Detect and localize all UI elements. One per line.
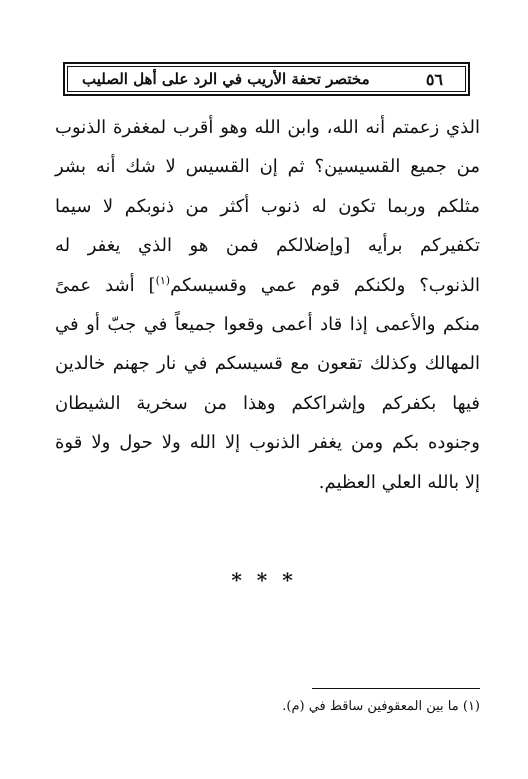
text-line-10: إلا بالله العلي العظيم. bbox=[318, 471, 480, 493]
text-line-3: مثلكم وربما تكون له ذنوب أكثر من ذنوبكم لا سيما bbox=[55, 195, 480, 217]
running-header-inner bbox=[67, 66, 466, 92]
running-header bbox=[63, 62, 470, 96]
body-text bbox=[55, 108, 480, 502]
footnote-reference: (١) bbox=[155, 273, 171, 287]
text-line-1: الذي زعمتم أنه الله، وابن الله وهو أقرب لمغفرة الذنوب bbox=[55, 117, 480, 138]
text-line-5-tail: ] أشد عمىً bbox=[55, 274, 156, 296]
book-title: مختصر تحفة الأريب في الرد على أهل الصليب bbox=[82, 70, 370, 88]
text-line-7: المهالك وكذلك تقعون مع قسيسكم في نار جهنم خالدين bbox=[55, 353, 480, 375]
text-line-2: من جميع القسيسين؟ ثم إن القسيس لا شك أنه بشر bbox=[55, 156, 480, 178]
footnote-rule bbox=[312, 688, 480, 689]
text-line-5-lead: الذنوب؟ ولكنكم قوم عمي وقسيسكم bbox=[170, 274, 480, 296]
text-line-4: تكفيركم برأيه [وإضلالكم فمن هو الذي يغفر له bbox=[55, 235, 480, 257]
text-line-6: منكم والأعمى إذا قاد أعمى وقعوا جميعاً في جبّ أو في bbox=[55, 314, 480, 336]
text-line-8: فيها بكفركم وإشراككم وهذا من سخرية الشيطان bbox=[55, 392, 480, 414]
page-number: ٥٦ bbox=[425, 69, 443, 89]
section-separator: * * * bbox=[231, 568, 297, 592]
text-line-9: وجنوده بكم ومن يغفر الذنوب إلا الله ولا حول ولا قوة bbox=[55, 432, 480, 454]
text-line-5 bbox=[55, 266, 480, 305]
footnote: (١) ما بين المعقوفين ساقط في (م). bbox=[282, 699, 480, 714]
